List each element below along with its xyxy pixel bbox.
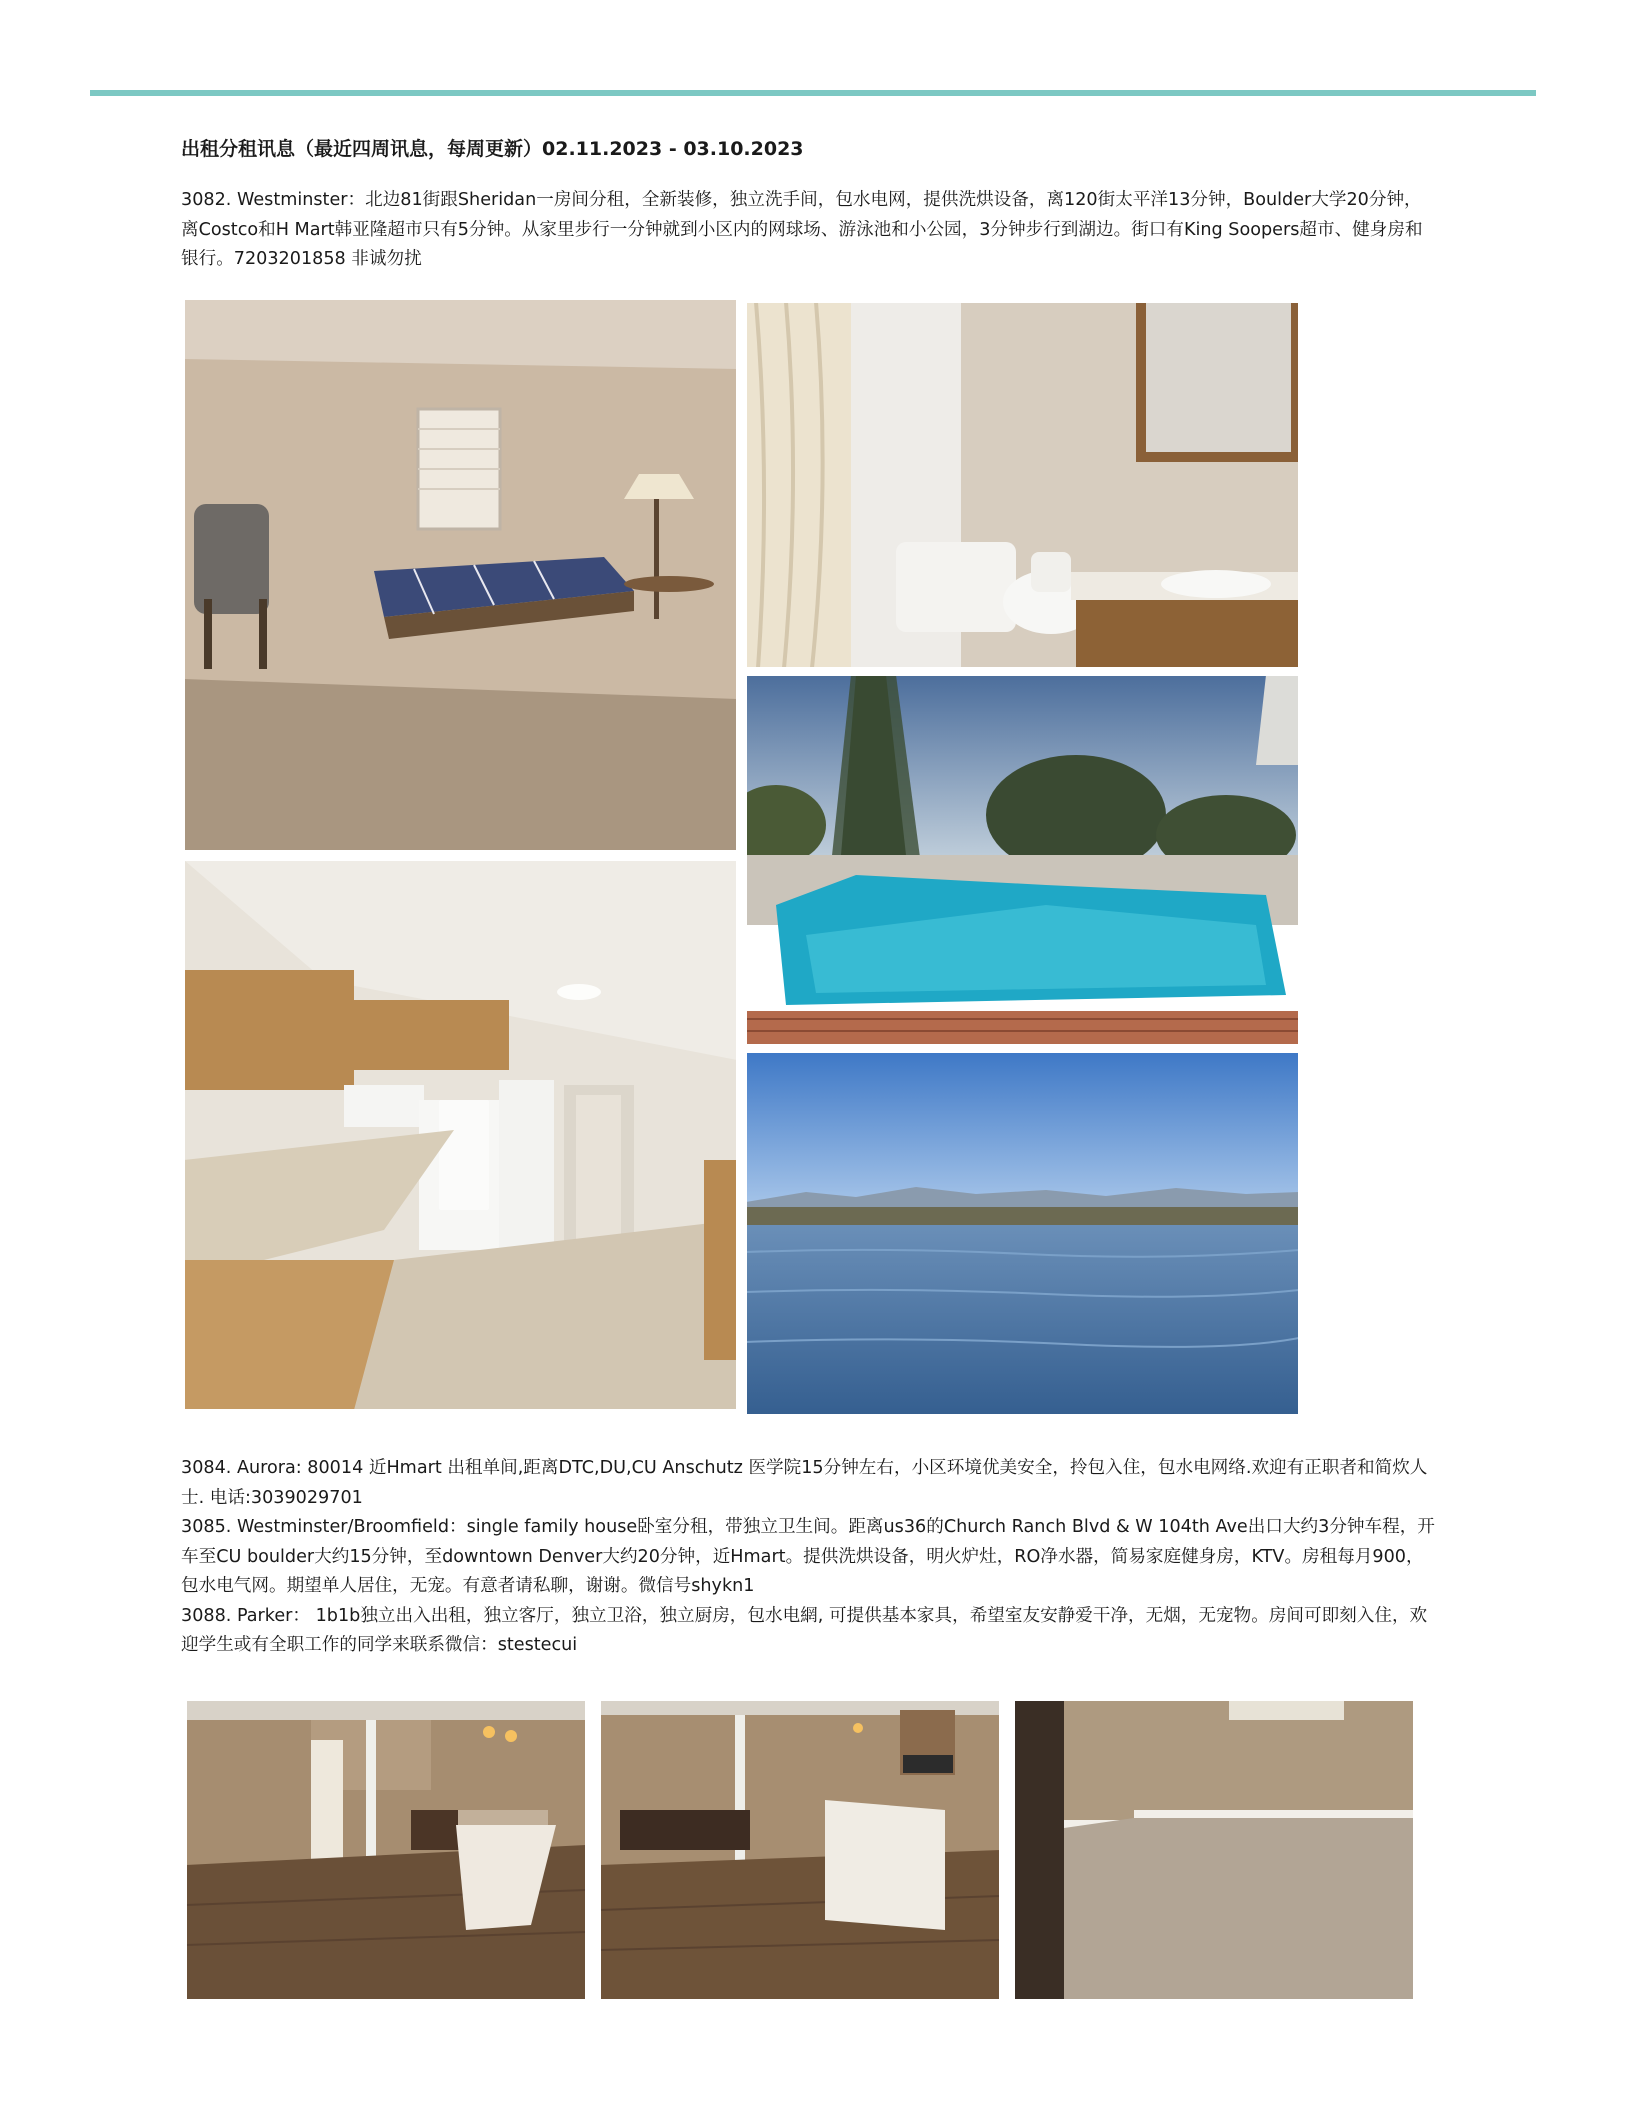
empty-room-photo — [1014, 1700, 1414, 2000]
basement-photo — [186, 1700, 586, 2000]
basement-kitchen-photo — [600, 1700, 1000, 2000]
bathroom-photo — [746, 302, 1299, 668]
listing-3082: 3082. Westminster：北边81街跟Sheridan一房间分租，全新装修，独立洗手间，包水电网，提供洗烘设备，离120街太平洋13分钟，Boulder大学20分钟，离Costco和H Mart韩亚隆超市只有5分钟。从家里步行一分钟就到小区内的网球场、游泳池和小公园，3分钟步行到湖边。街口有King Soopers超市、健身房和银行。7203201858 非诚勿扰 — [181, 190, 1423, 269]
listing-3088: 3088. Parker： 1b1b独立出入出租，独立客厅，独立卫浴，独立厨房，包水电網, 可提供基本家具，希望室友安静爱干净，无烟，无宠物。房间可即刻入住，欢迎学生或有全职工作的同学来联系微信：stestecui — [181, 1605, 1428, 1655]
bedroom-photo — [184, 299, 737, 851]
listings-group — [181, 1454, 1439, 1661]
top-rule — [90, 90, 1536, 96]
listing-3084: 3084. Aurora: 80014 近Hmart 出租单间,距离DTC,DU,CU Anschutz 医学院15分钟左右，小区环境优美安全，拎包入住，包水电网络.欢迎有正职者和简炊人士. 电话:3039029701 — [181, 1458, 1428, 1508]
lake-photo — [746, 1052, 1299, 1415]
kitchen-photo — [184, 860, 737, 1410]
page-heading: 出租分租讯息（最近四周讯息，每周更新）02.11.2023 - 03.10.2023 — [181, 138, 804, 160]
listing-3085: 3085. Westminster/Broomfield：single family house卧室分租，带独立卫生间。距离us36的Church Ranch Blvd & W 104th Ave出口大约3分钟车程，开车至CU boulder大约15分钟，至downtown Denver大约20分钟，近Hmart。提供洗烘设备，明火炉灶，RO净水器，简易家庭健身房，KTV。房租每月900，包水电气网。期望单人居住，无宠。有意者请私聊，谢谢。微信号shykn1 — [181, 1517, 1435, 1596]
pool-photo — [746, 675, 1299, 1045]
